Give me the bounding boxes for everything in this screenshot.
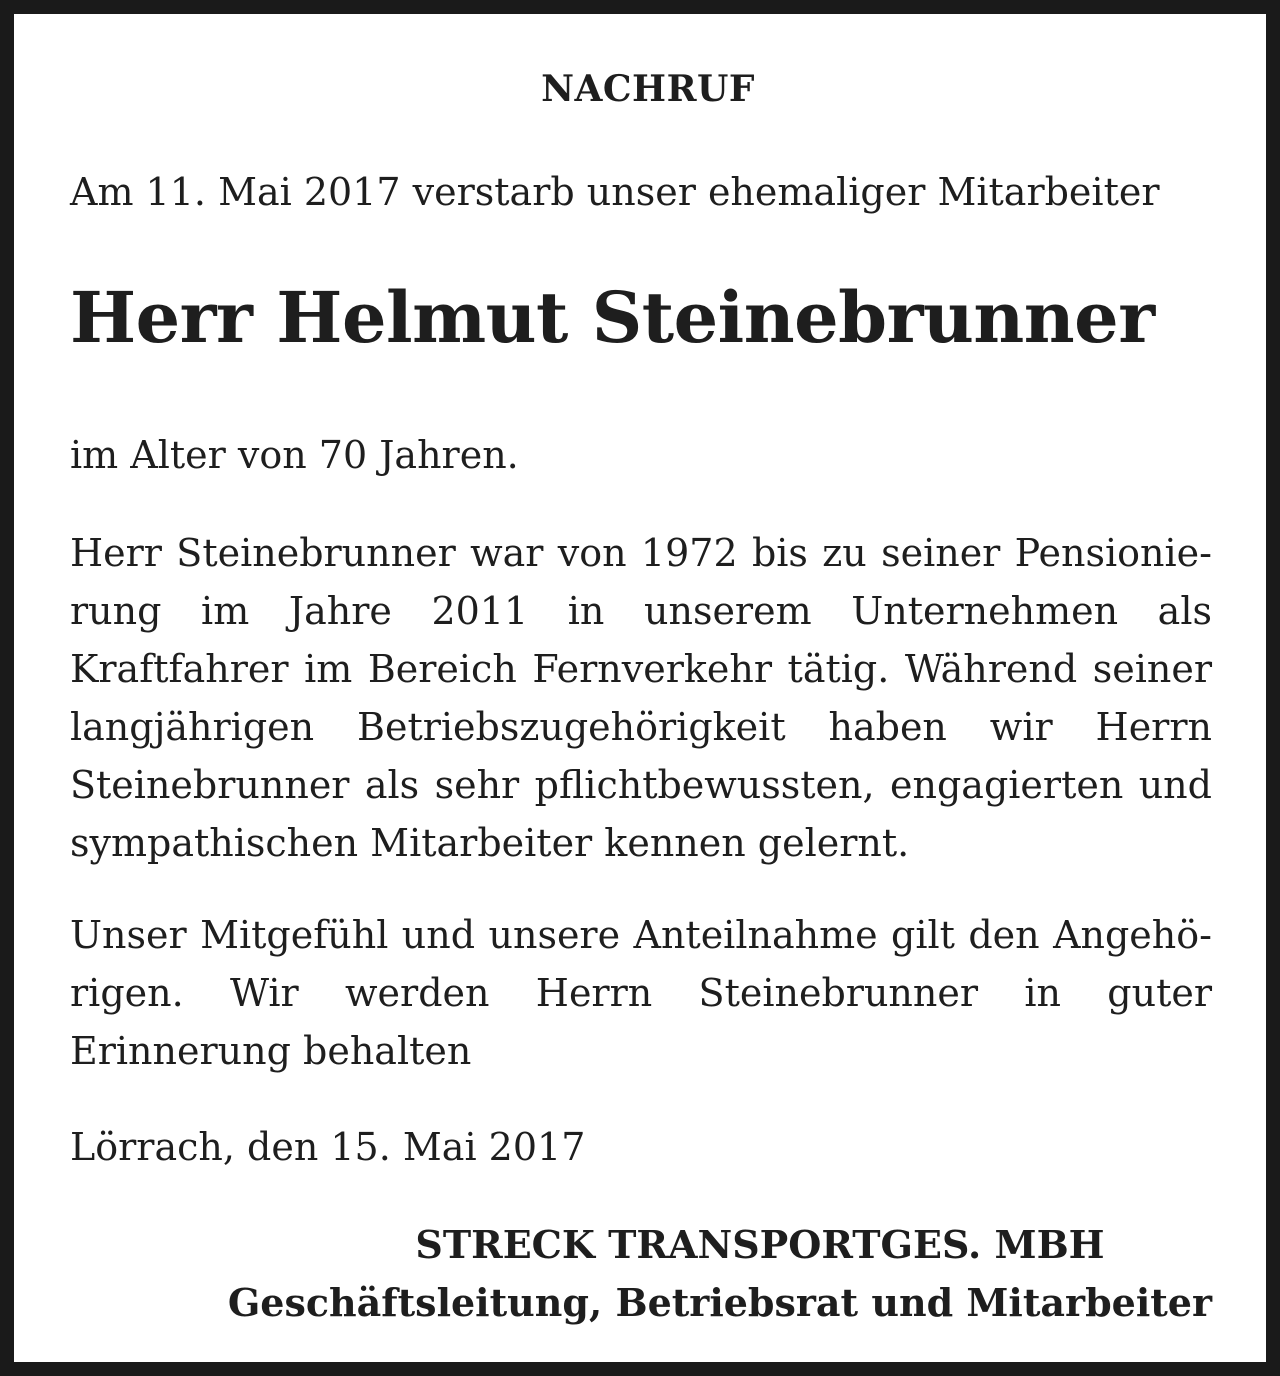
- career-paragraph: Herr Steinebrunner war von 1972 bis zu seiner Pensionierung im Jahre 2011 in unserem Unternehmen als Kraftfahrer im Bereich Fernverkehr tätig. Während seiner langjährigen Betriebszugehörigkeit haben wir Herrn Steinebrunner als sehr pflichtbewussten, engagierten und sympathischen Mitarbeiter kennen gelernt.: [70, 531, 1212, 865]
- place-date: Lörrach, den 15. Mai 2017: [70, 1125, 586, 1169]
- notice-body: [70, 14, 1226, 1362]
- condolence-paragraph: Unser Mitgefühl und unsere Anteilnahme gilt den Angehörigen. Wir werden Herrn Steinebrunner in guter Erinnerung behalten: [70, 913, 1212, 1073]
- intro-line: Am 11. Mai 2017 verstarb unser ehemaliger Mitarbeiter: [70, 170, 1160, 214]
- notice-heading: NACHRUF: [541, 68, 755, 110]
- age-line: im Alter von 70 Jahren.: [70, 433, 519, 477]
- signers-line: Geschäftsleitung, Betriebsrat und Mitarbeiter: [227, 1280, 1212, 1325]
- company-name: STRECK TRANSPORTGES. MBH: [415, 1222, 1105, 1267]
- deceased-name: Herr Helmut Steinebrunner: [70, 276, 1155, 359]
